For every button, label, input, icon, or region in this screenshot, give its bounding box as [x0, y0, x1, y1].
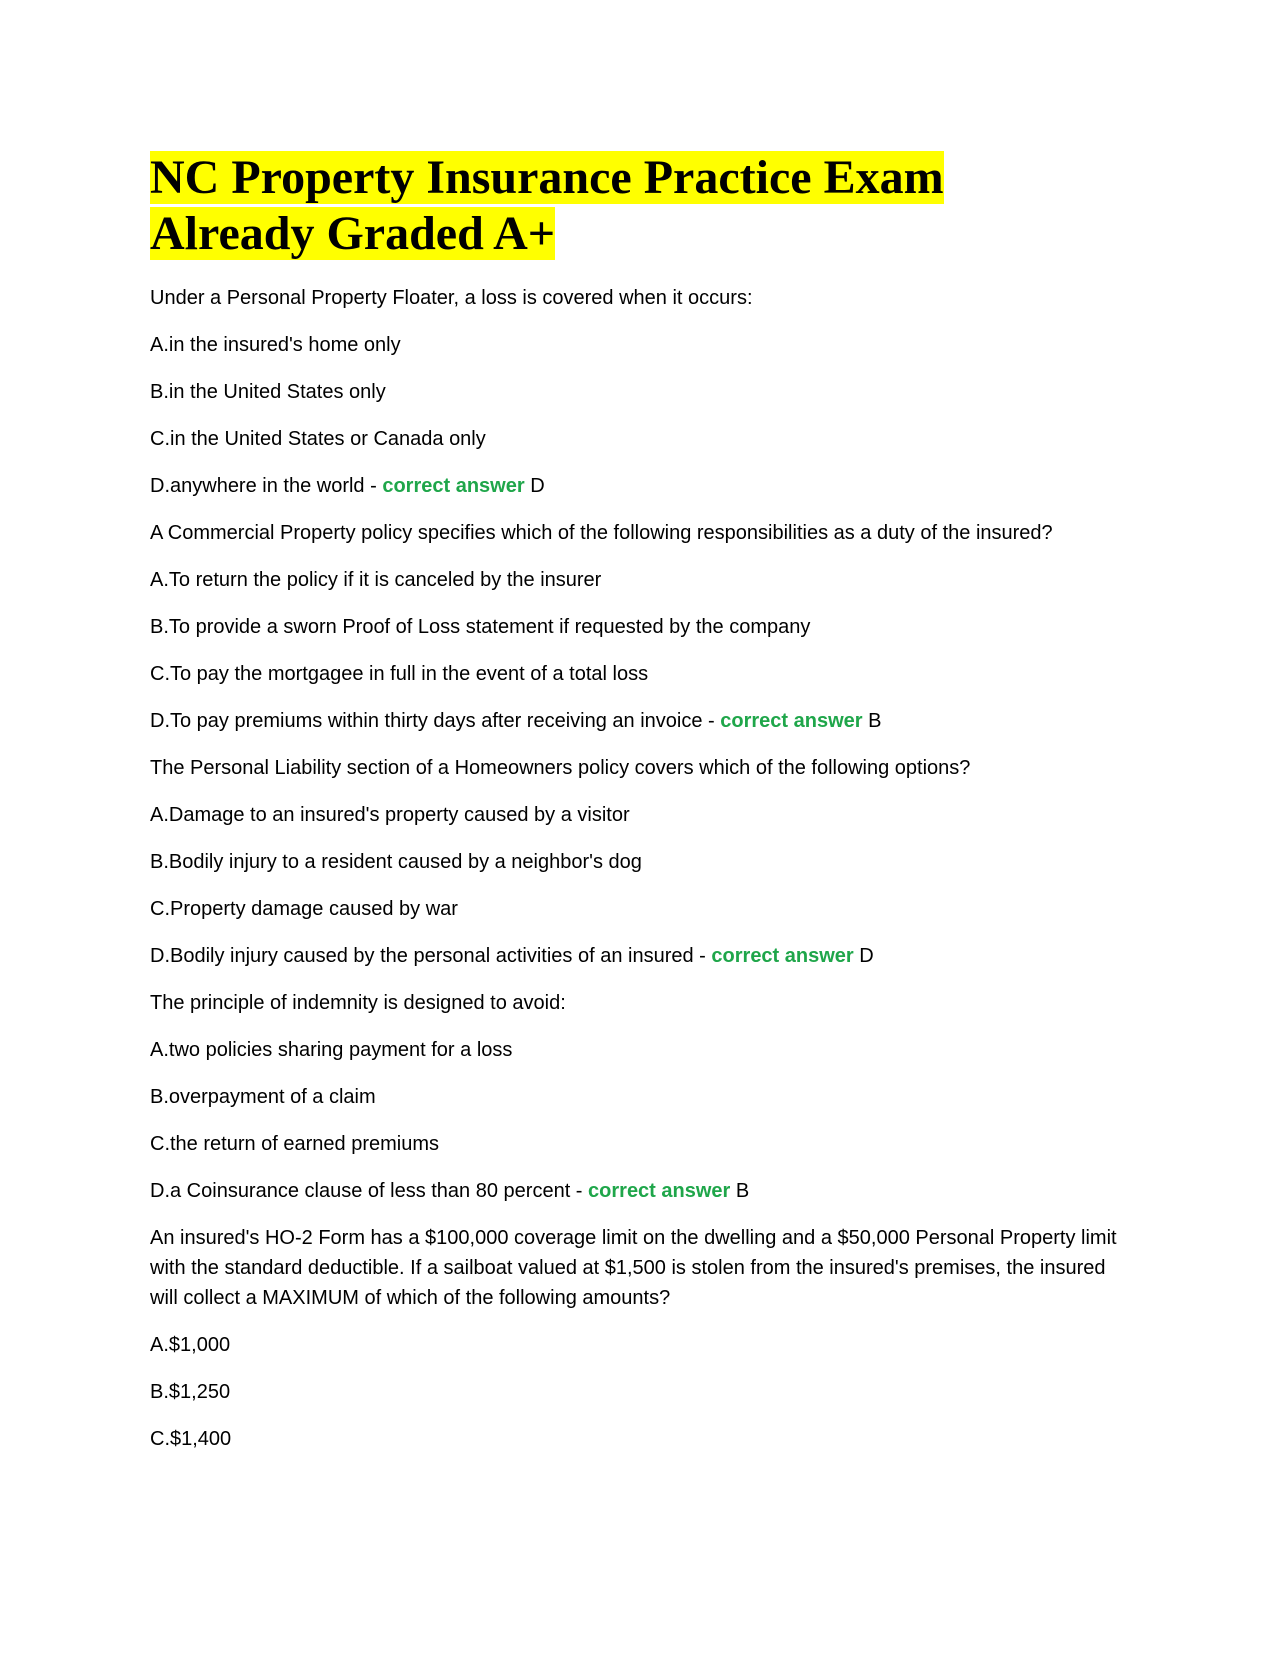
- answer-option: B.Bodily injury to a resident caused by a neighbor's dog: [150, 851, 642, 873]
- answer-option-text: D.anywhere in the world: [150, 475, 365, 497]
- answer-option-with-key: D.To pay premiums within thirty days after receiving an invoice - correct answer B: [150, 710, 882, 732]
- answer-option: B.To provide a sworn Proof of Loss statement if requested by the company: [150, 616, 811, 638]
- answer-option: C.in the United States or Canada only: [150, 428, 486, 450]
- document-page: [150, 150, 1130, 1471]
- correct-answer-label: correct answer: [588, 1180, 731, 1202]
- answer-option-with-key: D.anywhere in the world - correct answer D: [150, 475, 545, 497]
- document-title: [150, 150, 1130, 262]
- answer-option: A.Damage to an insured's property caused by a visitor: [150, 804, 630, 826]
- question-text: The Personal Liability section of a Homeowners policy covers which of the following options?: [150, 757, 971, 779]
- correct-answer-letter: B: [735, 1180, 750, 1202]
- correct-answer-letter: D: [530, 475, 545, 497]
- answer-option: B.$1,250: [150, 1381, 231, 1403]
- question-text: A Commercial Property policy specifies which of the following responsibilities as a duty of the insured?: [150, 522, 1053, 544]
- answer-option: B.overpayment of a claim: [150, 1086, 376, 1108]
- answer-option-text: D.To pay premiums within thirty days after receiving an invoice: [150, 710, 703, 732]
- answer-option-text: D.Bodily injury caused by the personal activities of an insured: [150, 945, 694, 967]
- title-line-2: Already Graded A+: [150, 207, 556, 260]
- answer-option: C.To pay the mortgagee in full in the event of a total loss: [150, 663, 649, 685]
- answer-option-with-key: D.a Coinsurance clause of less than 80 percent - correct answer B: [150, 1180, 750, 1202]
- correct-answer-label: correct answer: [382, 475, 525, 497]
- correct-answer-letter: D: [859, 945, 874, 967]
- correct-answer-label: correct answer: [711, 945, 854, 967]
- answer-option: C.$1,400: [150, 1428, 232, 1450]
- question-text: Under a Personal Property Floater, a loss is covered when it occurs:: [150, 287, 753, 309]
- answer-option: A.To return the policy if it is canceled by the insurer: [150, 569, 602, 591]
- question-text: An insured's HO-2 Form has a $100,000 coverage limit on the dwelling and a $50,000 Personal Property limit with the standard deductible. If a sailboat valued at $1,500 is stolen from the insured's premises, the insured will collect a MAXIMUM of which of the following amounts?: [150, 1227, 1117, 1309]
- answer-option: C.Property damage caused by war: [150, 898, 458, 920]
- question-text: The principle of indemnity is designed to avoid:: [150, 992, 566, 1014]
- answer-option: A.$1,000: [150, 1334, 231, 1356]
- answer-option: B.in the United States only: [150, 381, 386, 403]
- title-line-1: NC Property Insurance Practice Exam: [150, 151, 944, 204]
- answer-option: C.the return of earned premiums: [150, 1133, 440, 1155]
- correct-answer-label: correct answer: [720, 710, 863, 732]
- answer-option-with-key: D.Bodily injury caused by the personal activities of an insured - correct answer D: [150, 945, 874, 967]
- answer-option: A.two policies sharing payment for a loss: [150, 1039, 513, 1061]
- answer-option-text: D.a Coinsurance clause of less than 80 percent: [150, 1180, 571, 1202]
- correct-answer-letter: B: [868, 710, 882, 732]
- answer-option: A.in the insured's home only: [150, 334, 401, 356]
